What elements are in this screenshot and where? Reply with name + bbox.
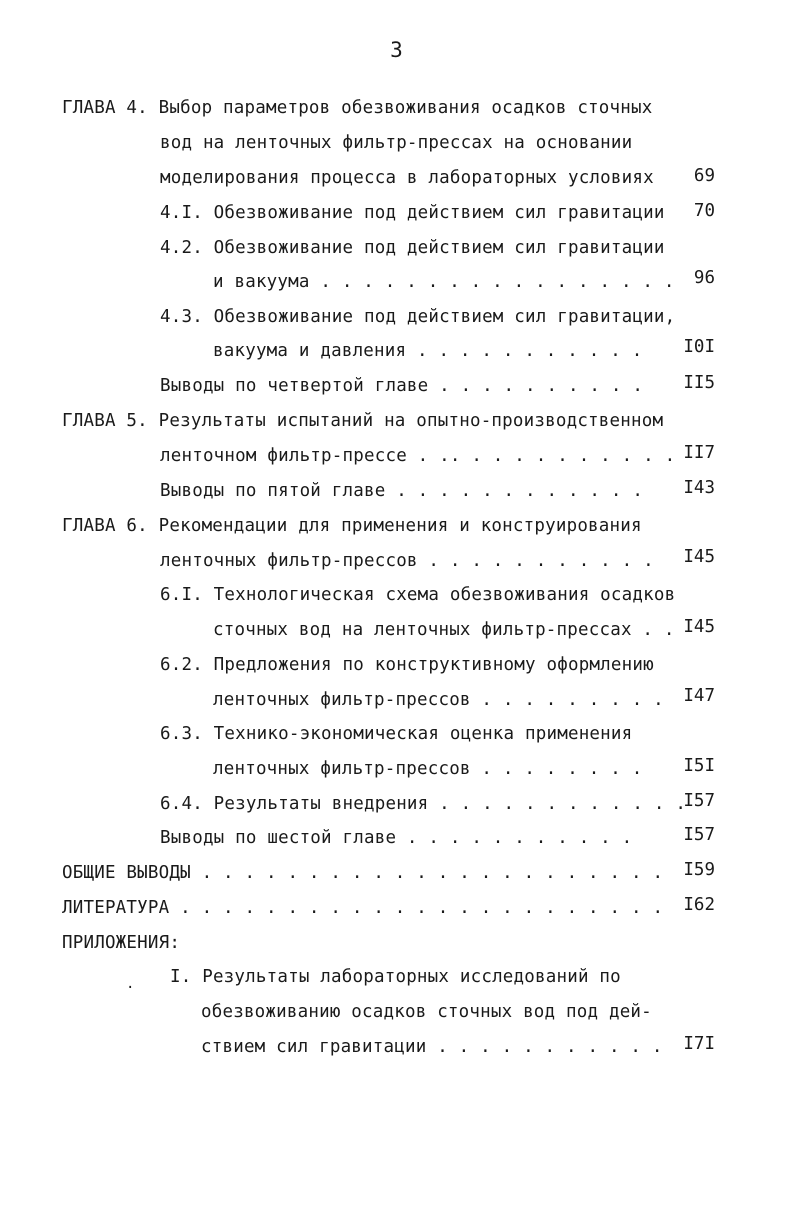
toc-page-6-4: I57 (683, 791, 715, 811)
toc-line-ch6-title-2: ленточных фильтр-прессов . . . . . . . . . . . (160, 551, 654, 571)
toc-page-general-conclusions: I59 (683, 860, 715, 880)
toc-line-appendix-1-b: обезвоживанию осадков сточных вод под дей- (201, 1002, 652, 1022)
page-number: 3 (390, 38, 403, 62)
toc-page-6-1: I45 (683, 617, 715, 637)
toc-line-ch6-title-1: ГЛАВА 6. Рекомендации для применения и конструирования (62, 516, 642, 536)
toc-line-ch4-title-2: вод на ленточных фильтр-прессах на основании (160, 133, 633, 153)
toc-page-ch4-conclusions: II5 (683, 373, 715, 393)
toc-line-4-2-b: и вакуума . . . . . . . . . . . . . . . . . (213, 272, 675, 292)
toc-line-6-1-b: сточных вод на ленточных фильтр-прессах . . (213, 620, 675, 640)
toc-line-appendix-1-c: ствием сил гравитации . . . . . . . . . . . (201, 1037, 663, 1057)
toc-line-ch4-title-3: моделирования процесса в лабораторных условиях (160, 168, 654, 188)
toc-line-ch4-conclusions: Выводы по четвертой главе . . . . . . . . . . (160, 376, 644, 396)
toc-line-6-4: 6.4. Результаты внедрения . . . . . . . . . . . . (160, 794, 687, 814)
toc-line-ch5-conclusions: Выводы по пятой главе . . . . . . . . . . . . (160, 481, 644, 501)
stray-mark: . (126, 976, 135, 992)
toc-line-appendix-1-a: I. Результаты лабораторных исследований по (170, 967, 621, 987)
toc-line-appendices: ПРИЛОЖЕНИЯ: (62, 933, 181, 953)
toc-page-ch4: 69 (693, 166, 715, 186)
toc-page-ch5: II7 (683, 443, 715, 463)
toc-line-6-2-a: 6.2. Предложения по конструктивному оформлению (160, 655, 654, 675)
toc-line-ch5-title-1: ГЛАВА 5. Результаты испытаний на опытно-производственном (62, 411, 664, 431)
toc-page-ch6: I45 (683, 547, 715, 567)
toc-line-general-conclusions: ОБЩИЕ ВЫВОДЫ . . . . . . . . . . . . . . . . . . . . . . (62, 863, 664, 883)
toc-page-6-2: I47 (683, 686, 715, 706)
toc-line-ch6-conclusions: Выводы по шестой главе . . . . . . . . . . . (160, 828, 633, 848)
toc-line-4-1: 4.I. Обезвоживание под действием сил гравитации (160, 203, 665, 223)
toc-line-6-2-b: ленточных фильтр-прессов . . . . . . . . . (213, 690, 664, 710)
toc-line-literature: ЛИТЕРАТУРА . . . . . . . . . . . . . . . . . . . . . . . (62, 898, 664, 918)
toc-page-4-1: 70 (693, 201, 715, 221)
toc-page-4-2: 96 (693, 268, 715, 288)
toc-page-appendix-1: I7I (683, 1034, 715, 1054)
toc-line-ch4-title-1: ГЛАВА 4. Выбор параметров обезвоживания осадков сточных (62, 98, 653, 118)
toc-line-6-1-a: 6.I. Технологическая схема обезвоживания осадков (160, 585, 676, 605)
toc-page-ch5-conclusions: I43 (683, 478, 715, 498)
toc-page-literature: I62 (683, 895, 715, 915)
toc-page-4-3: I0I (683, 337, 715, 357)
toc-line-4-3-a: 4.3. Обезвоживание под действием сил гравитации, (160, 307, 676, 327)
toc-line-ch5-title-2: ленточном фильтр-прессе . .. . . . . . . . . . . (160, 446, 676, 466)
toc-line-6-3-b: ленточных фильтр-прессов . . . . . . . . (213, 759, 643, 779)
toc-page-6-3: I5I (683, 756, 715, 776)
toc-page-ch6-conclusions: I57 (683, 825, 715, 845)
toc-line-4-2-a: 4.2. Обезвоживание под действием сил гравитации (160, 238, 665, 258)
toc-line-6-3-a: 6.3. Технико-экономическая оценка применения (160, 724, 633, 744)
toc-line-4-3-b: вакуума и давления . . . . . . . . . . . (213, 341, 643, 361)
